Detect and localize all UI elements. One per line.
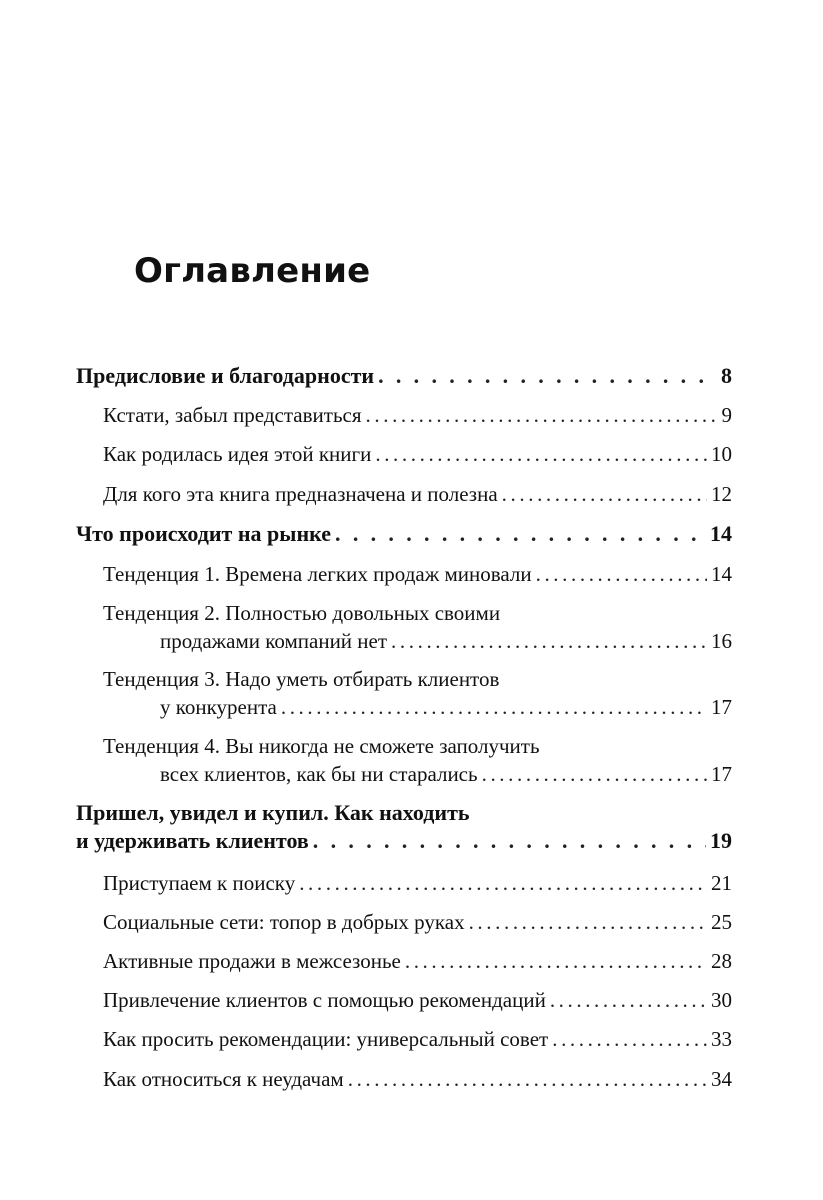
dot-leader	[281, 693, 707, 721]
toc-entry-title: Как родилась идея этой книги	[103, 442, 372, 466]
toc-entry-title-line2: продажами компаний нет	[160, 629, 388, 653]
page-title: Оглавление	[134, 251, 371, 291]
dot-leader	[550, 986, 707, 1014]
toc-section[interactable]	[103, 440, 732, 468]
dot-leader	[552, 1025, 707, 1053]
dot-leader	[366, 401, 718, 429]
toc-section[interactable]	[103, 986, 732, 1014]
dot-leader	[335, 520, 706, 548]
dot-leader	[482, 760, 707, 788]
toc-section[interactable]	[103, 480, 732, 508]
dot-leader	[313, 827, 706, 855]
dot-leader	[391, 627, 707, 655]
toc-entry-title-line1: Тенденция 3. Надо уметь отбирать клиентов	[103, 667, 500, 691]
toc-section[interactable]	[103, 947, 732, 975]
toc-page-number: 17	[711, 695, 732, 719]
toc-section[interactable]	[103, 401, 732, 429]
toc-entry-title: Как просить рекомендации: универсальный совет	[103, 1027, 549, 1051]
toc-section[interactable]	[103, 560, 732, 588]
toc-section[interactable]	[103, 599, 732, 655]
toc-entry-title-line1: Тенденция 2. Полностью довольных своими	[103, 601, 501, 625]
dot-leader	[405, 947, 707, 975]
toc-entry-title: Что происходит на рынке	[76, 521, 332, 546]
toc-chapter[interactable]	[76, 362, 732, 390]
toc-page-number: 33	[711, 1027, 732, 1051]
toc-page-number: 14	[710, 521, 732, 546]
toc-entry-title: Предисловие и благодарности	[76, 363, 375, 388]
dot-leader	[469, 908, 707, 936]
toc-page-number: 17	[711, 762, 732, 786]
toc-entry-title: Социальные сети: топор в добрых руках	[103, 910, 465, 934]
toc-page-number: 19	[710, 828, 732, 853]
toc-section[interactable]	[103, 665, 732, 721]
toc-entry-title: Приступаем к поиску	[103, 871, 296, 895]
toc-page-number: 16	[711, 629, 732, 653]
toc-entry-title-line2: и удерживать клиентов	[76, 828, 309, 853]
toc-page-number: 30	[711, 988, 732, 1012]
toc-page-number: 14	[711, 562, 732, 586]
toc-chapter[interactable]	[76, 799, 732, 855]
dot-leader	[502, 480, 707, 508]
toc-chapter[interactable]	[76, 520, 732, 548]
toc-section[interactable]	[103, 732, 732, 788]
toc-page-number: 21	[711, 871, 732, 895]
dot-leader	[299, 869, 707, 897]
toc-page-number: 28	[711, 949, 732, 973]
toc-entry-title: Кстати, забыл представиться	[103, 403, 362, 427]
toc-section[interactable]	[103, 1025, 732, 1053]
toc-page-number: 12	[711, 482, 732, 506]
toc-page-number: 34	[711, 1067, 732, 1091]
toc-entry-title: Активные продажи в межсезонье	[103, 949, 401, 973]
toc-section[interactable]	[103, 908, 732, 936]
toc-entry-title: Для кого эта книга предназначена и полезна	[103, 482, 498, 506]
dot-leader	[375, 440, 707, 468]
dot-leader	[378, 362, 717, 390]
dot-leader	[536, 560, 707, 588]
toc-entry-title-line1: Тенденция 4. Вы никогда не сможете заполучить	[103, 734, 540, 758]
toc-page-number: 25	[711, 910, 732, 934]
toc-entry-title: Как относиться к неудачам	[103, 1067, 344, 1091]
toc-entry-title: Тенденция 1. Времена легких продаж миновали	[103, 562, 532, 586]
toc-entry-title: Привлечение клиентов с помощью рекомендаций	[103, 988, 546, 1012]
toc-page-number: 8	[721, 363, 732, 388]
toc-section[interactable]	[103, 869, 732, 897]
toc-page-number: 10	[711, 442, 732, 466]
toc-page-number: 9	[721, 403, 732, 427]
dot-leader	[348, 1065, 707, 1093]
toc-entry-title-line1: Пришел, увидел и купил. Как находить	[76, 800, 470, 825]
toc-section[interactable]	[103, 1065, 732, 1093]
toc-entry-title-line2: всех клиентов, как бы ни старались	[160, 762, 478, 786]
toc-entry-title-line2: у конкурента	[160, 695, 277, 719]
